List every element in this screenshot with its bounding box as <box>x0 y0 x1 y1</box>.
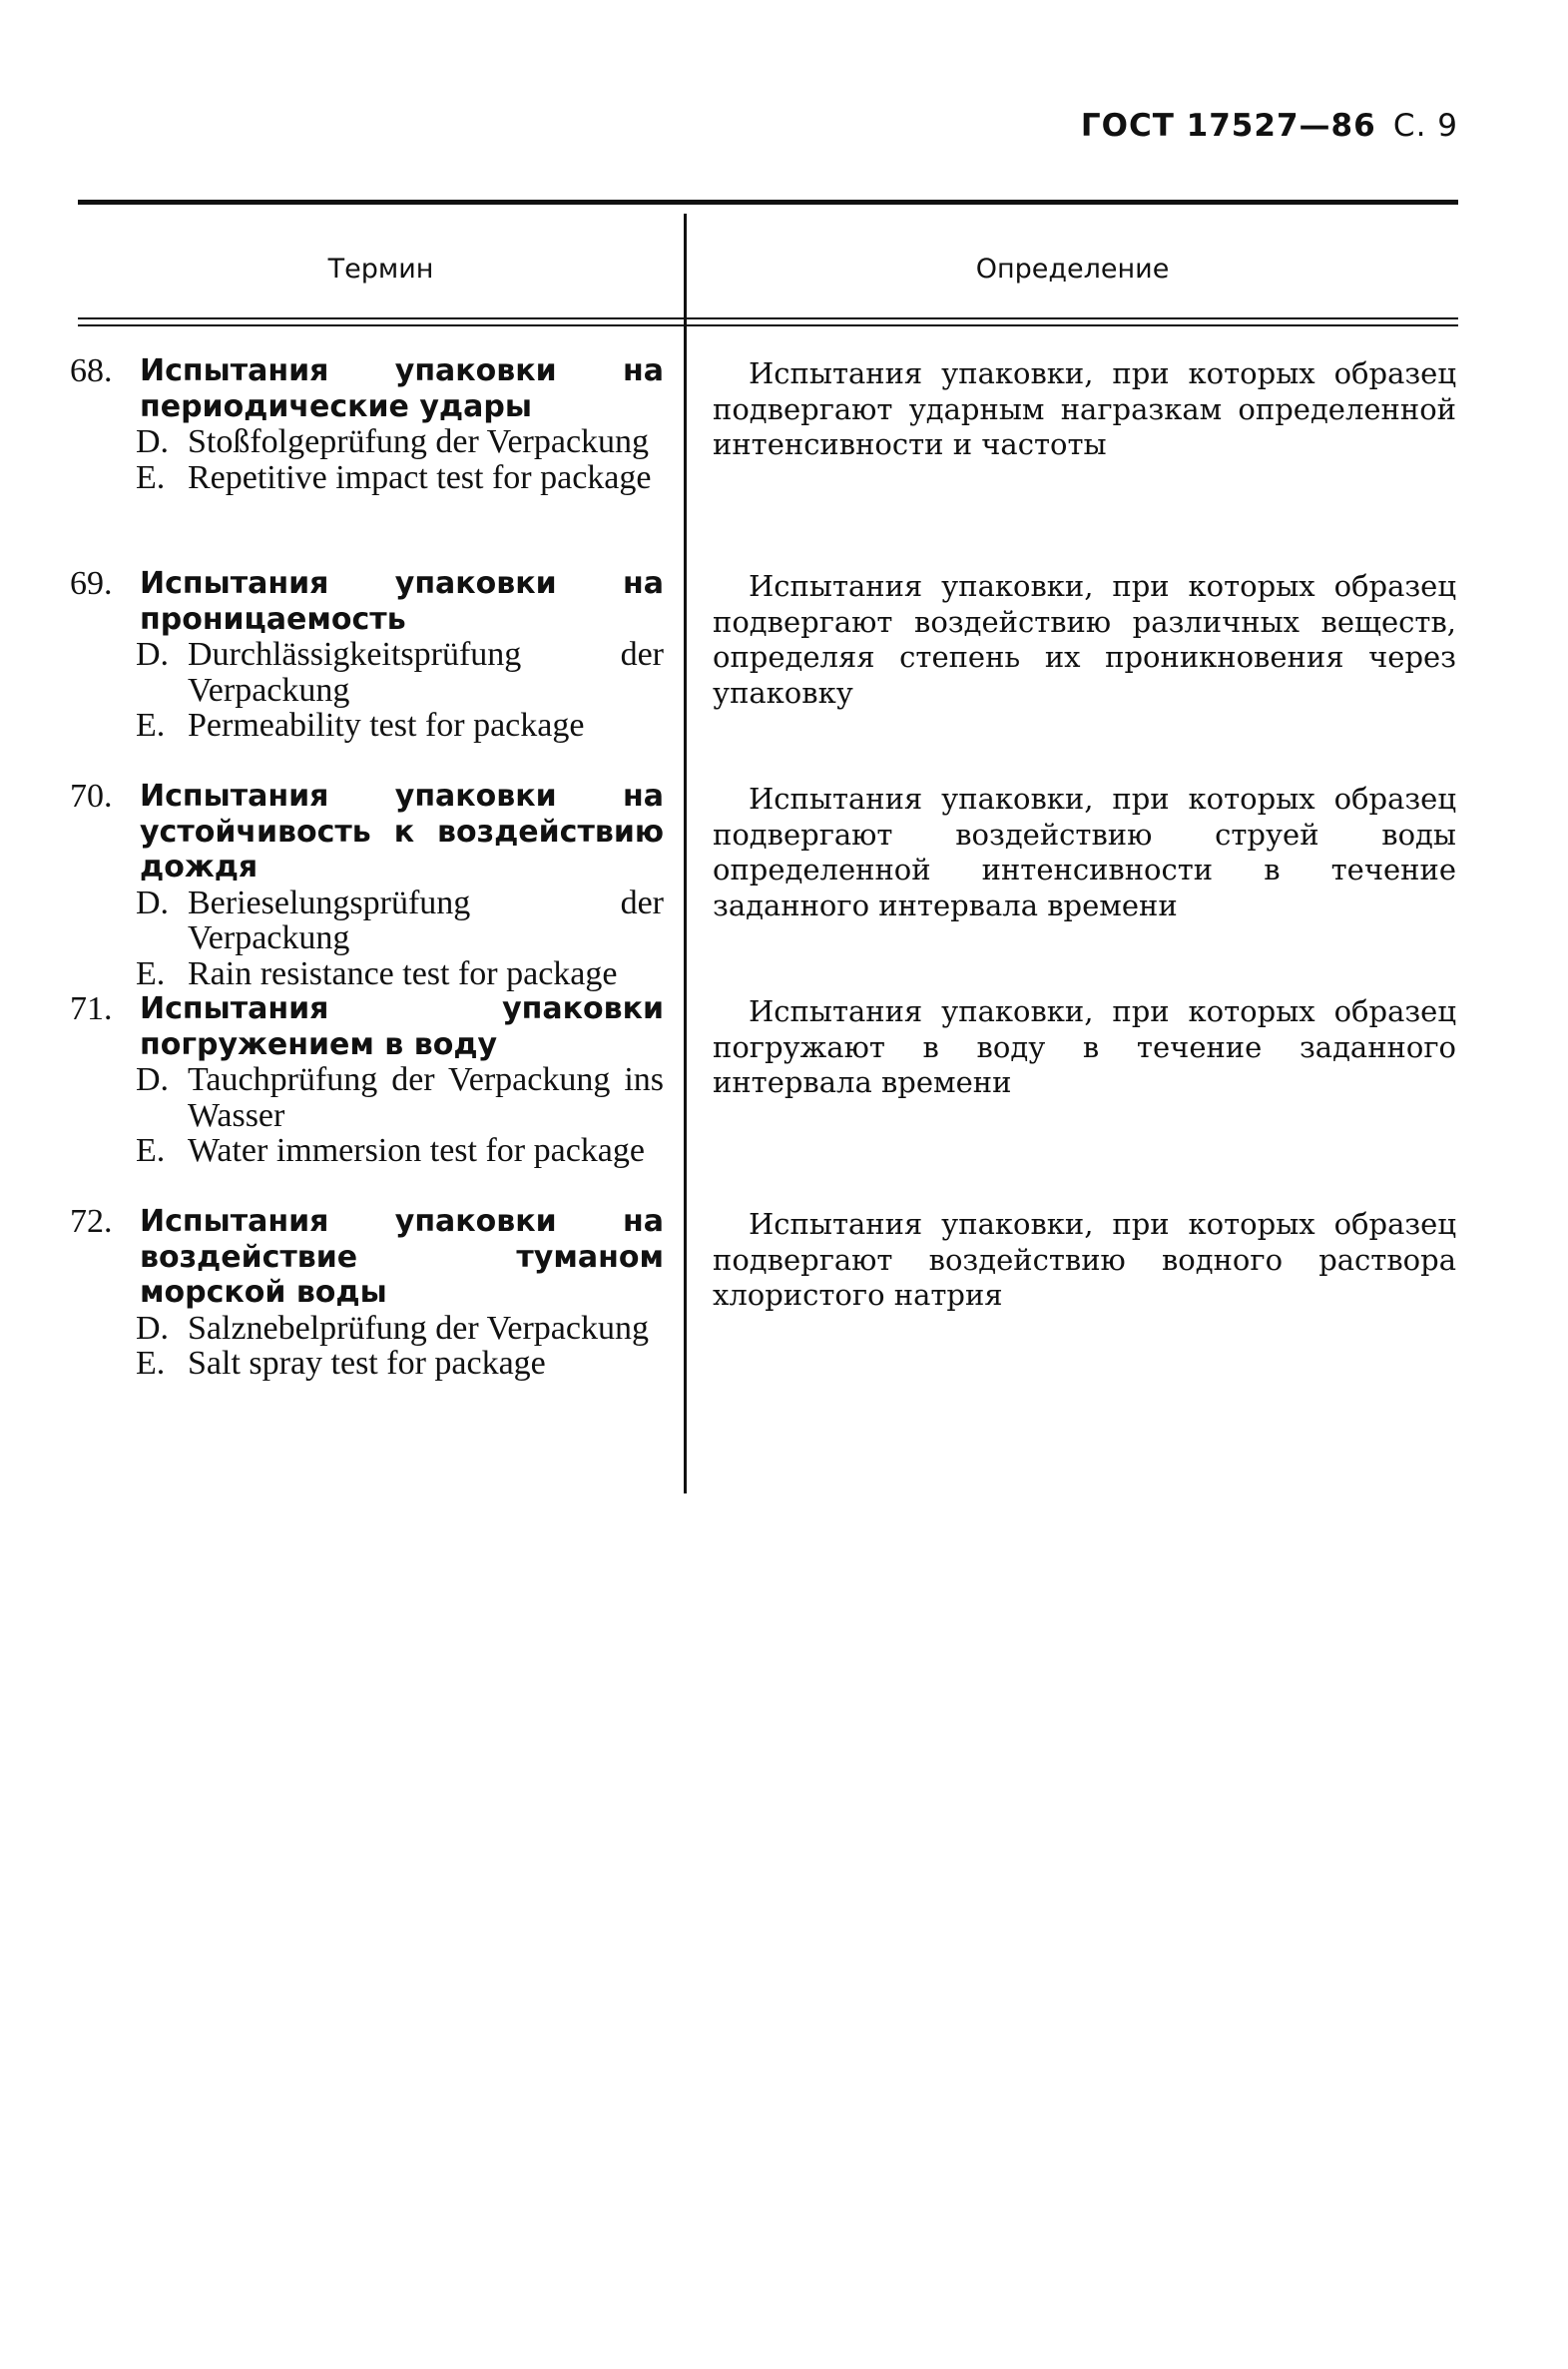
term-english: Repetitive impact test for package <box>188 458 652 496</box>
definition: Испытания упаковки, при которых образец подвергают воздействию различных веществ, определяя степень их проникновения через упаковку <box>713 569 1456 710</box>
term-entry <box>70 566 664 744</box>
term-entry <box>70 779 664 991</box>
term-english: Water immersion test for package <box>188 1132 645 1169</box>
term-english: Rain resistance test for package <box>188 954 618 992</box>
term-german: Durchlässigkeitsprüfung der Verpackung <box>188 636 664 709</box>
lang-label: E. <box>136 707 166 744</box>
lang-label: D. <box>136 423 170 460</box>
definition: Испытания упаковки, при которых образец подвергают ударным награзкам определенной интенсивности и частоты <box>713 356 1456 461</box>
term-russian: Испытания упаковки на проницаемость <box>140 566 664 637</box>
page-header <box>1081 108 1458 145</box>
term-german: Tauchprüfung der Verpackung ins Wasser <box>188 1061 664 1134</box>
entry-number: 71. <box>70 990 113 1027</box>
column-header-term: Термин <box>327 254 434 285</box>
term-entry <box>70 1204 664 1382</box>
column-header-definition: Определение <box>975 254 1170 285</box>
term-german: Berieselungsprüfung der Verpackung <box>188 884 664 956</box>
term-russian: Испытания упаковки погружением в воду <box>140 991 664 1062</box>
definition: Испытания упаковки, при которых образец погружают в воду в течение заданного интервала времени <box>713 994 1456 1099</box>
term-entry <box>70 353 664 495</box>
lang-label: D. <box>136 884 170 921</box>
lang-label: E. <box>136 954 166 992</box>
lang-label: E. <box>136 1132 166 1169</box>
term-entry <box>70 991 664 1169</box>
standard-number: ГОСТ 17527—86 <box>1080 108 1376 144</box>
term-russian: Испытания упаковки на устойчивость к воздействию дождя <box>140 779 664 885</box>
header-rule <box>78 317 1458 319</box>
term-english: Permeability test for package <box>188 707 585 744</box>
lang-label: D. <box>136 636 170 673</box>
column-divider <box>684 214 687 1493</box>
lang-label: E. <box>136 1345 166 1382</box>
entry-number: 72. <box>70 1203 113 1240</box>
table-top-rule <box>78 200 1458 205</box>
entry-number: 68. <box>70 352 113 389</box>
definition: Испытания упаковки, при которых образец подвергают воздействию струей воды определенной интенсивности в течение заданного интервала времени <box>713 782 1456 922</box>
lang-label: E. <box>136 458 166 496</box>
entry-number: 69. <box>70 565 113 602</box>
term-german: Stoßfolgeprüfung der Verpackung <box>188 423 650 460</box>
term-russian: Испытания упаковки на воздействие туманом морской воды <box>140 1204 664 1310</box>
lang-label: D. <box>136 1309 170 1347</box>
lang-label: D. <box>136 1061 170 1098</box>
header-rule <box>78 324 1458 326</box>
definition: Испытания упаковки, при которых образец подвергают воздействию водного раствора хлористого натрия <box>713 1207 1456 1312</box>
entry-number: 70. <box>70 778 113 815</box>
term-german: Salznebelprüfung der Verpackung <box>188 1309 649 1347</box>
term-russian: Испытания упаковки на периодические удары <box>140 353 664 424</box>
page-number: С. 9 <box>1392 108 1458 144</box>
term-english: Salt spray test for package <box>188 1345 546 1382</box>
